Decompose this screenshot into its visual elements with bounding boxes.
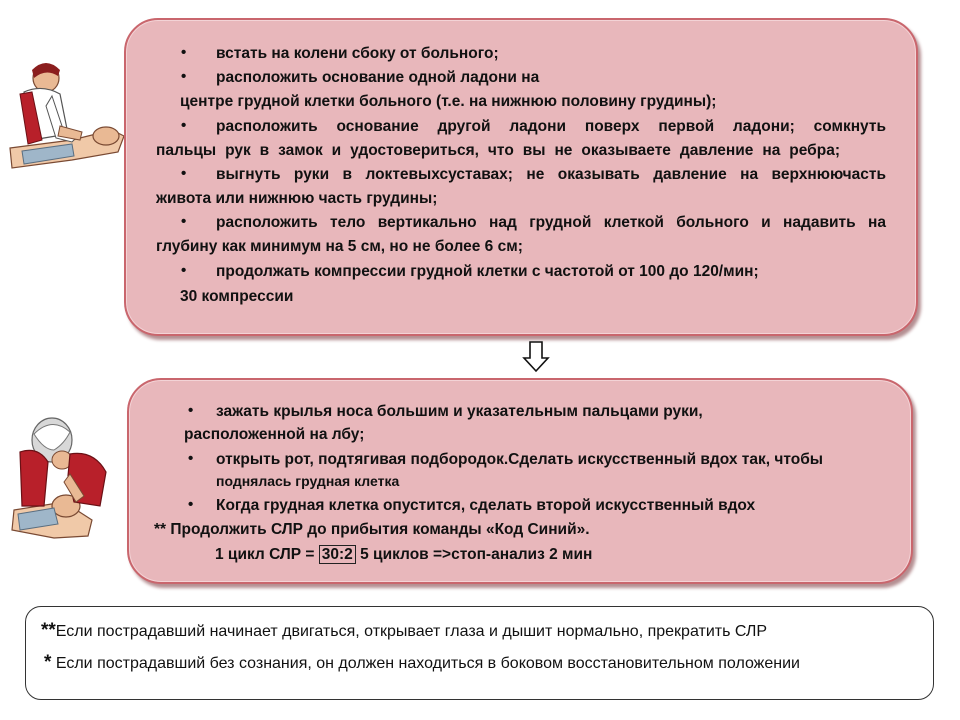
bullet: •	[181, 213, 187, 230]
step-line: расположенной на лбу;	[184, 426, 365, 443]
bullet: •	[181, 68, 187, 85]
compression-count: 30 компрессии	[180, 288, 294, 305]
step-line: встать на колени сбоку от больного;	[216, 45, 499, 62]
bullet: •	[188, 450, 194, 467]
continue-cpr-line: ** Продолжить СЛР до прибытия команды «Код Синий».	[154, 521, 590, 538]
step-line: расположить тело вертикально над грудной клеткой больного и надавить на	[216, 214, 886, 231]
bullet: •	[181, 117, 187, 134]
step-line: выгнуть руки в локтевыхсуставах; не оказывать давление на верхнюючасть	[216, 166, 886, 183]
step-line: продолжать компрессии грудной клетки с частотой от 100 до 120/мин;	[216, 263, 759, 280]
cpr-compression-illustration	[2, 56, 126, 176]
step-line: поднялась грудная клетка	[216, 473, 400, 489]
bullet: •	[181, 262, 187, 279]
double-asterisk: **	[41, 620, 56, 641]
down-arrow-icon	[522, 340, 550, 374]
bullet: •	[181, 165, 187, 182]
step-line: глубину как минимум на 5 см, но не более 6 см;	[156, 238, 523, 255]
step-line: пальцы рук в замок и удостовериться, что вы не оказываете давление на ребра;	[156, 142, 840, 159]
bullet: •	[181, 44, 187, 61]
step-line: открыть рот, подтягивая подбородок.Сделать искусственный вдох так, чтобы	[216, 451, 824, 468]
step-line: расположить основание одной ладони на	[216, 69, 540, 86]
step-line: живота или нижнюю часть грудины;	[156, 190, 438, 207]
step-line: Когда грудная клетка опустится, сделать второй искусственный вдох	[216, 497, 756, 514]
cpr-cycle-line	[215, 546, 592, 564]
rescue-breath-illustration	[4, 410, 128, 546]
note-text: Если пострадавший без сознания, он должен находиться в боковом восстановительном положении	[51, 655, 800, 672]
note-line-2	[44, 652, 800, 674]
note-line-1	[41, 620, 767, 642]
step-line: центре грудной клетки больного (т.е. на нижнюю половину грудины);	[180, 93, 717, 110]
cycle-label: 1 цикл СЛР =	[215, 546, 319, 563]
cycle-rest: 5 циклов =>стоп-анализ 2 мин	[355, 546, 593, 563]
step-line: расположить основание другой ладони поверх первой ладони; сомкнуть	[216, 118, 886, 135]
bullet: •	[188, 496, 194, 513]
asterisk: *	[44, 652, 52, 673]
ratio-box: 30:2	[319, 545, 356, 564]
step-line: зажать крылья носа большим и указательным пальцами руки,	[216, 403, 703, 420]
note-text: Если пострадавший начинает двигаться, открывает глаза и дышит нормально, прекратить СЛР	[55, 623, 768, 640]
bullet: •	[188, 402, 194, 419]
